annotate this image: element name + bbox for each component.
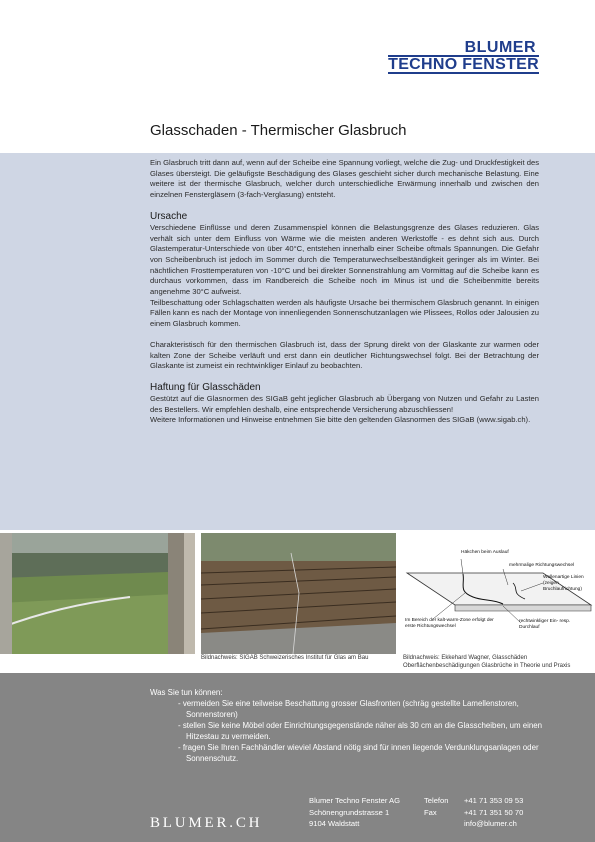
company-city: 9104 Waldstatt	[309, 819, 360, 828]
phone-number: +41 71 353 09 53	[464, 796, 524, 805]
diagram-label-wave: Wellenartige Linien (zeigen Bruchlaufrichtung)	[543, 575, 584, 592]
cause-paragraph-1: Verschiedene Einflüsse und deren Zusammenspiel können die Belastungsgrenze des Glases reduzieren. Glas verhält sich unter dem Einfluss von Wärme wie die meisten anderen Werkstoffe - es dehnt sich aus. Durch Glastemperatur-Unterschiede von über 40°C, entstehen innerhalb einer Scheibe oftmals Spannungen. Die Gefahr von Scheibenbruch ist jedoch im Sommer durch die Temperaturwechselbeständigkeit geringer als im Winter. Bei nächtlichen Frosttemperaturen von -10°C und bei direkter Sonnenstrahlung am Vormittag auf die Scheibe kann es durchaus vorkommen, dass im Randbereich die Scheibe noch im Minus ist und die Scheibenmitte bereits angenehme 30°C aufweist.	[150, 222, 539, 297]
cause-paragraph-3: Charakteristisch für den thermischen Glasbruch ist, dass der Sprung direkt von der Glaskante zur warmen oder kalten Zone der Scheibe verläuft und erst dann ein deutlicher Richtungswechsel folgt. Bei der Betrachtung der Glaskante ist zumeist ein rechtwinkliger Einlauf zu beobachten.	[150, 339, 539, 371]
photo-wooden-deck	[201, 533, 396, 654]
section-heading-liability: Haftung für Glasschäden	[150, 381, 261, 393]
fax-label: Fax	[424, 807, 437, 817]
cause-paragraph-2: Teilbeschattung oder Schlagschatten werden als häufigste Ursache bei thermischem Glasbruch genannt. In einigen Fällen kann es nach der Montage von innenliegenden Sonnenschutzanlagen wie Plissees, Rollos oder Jalousien zu einem Glasbruch kommen.	[150, 297, 539, 329]
company-name: Blumer Techno Fenster AG	[309, 796, 401, 805]
tips-list	[150, 698, 550, 764]
tip-item: - vermeiden Sie eine teilweise Beschattung grosser Glasfronten (schräg gestellte Lamellenstoren, Sonnenstoren)	[178, 699, 519, 719]
article-body	[150, 158, 539, 426]
tips-heading: Was Sie tun können:	[150, 688, 223, 697]
diagram-label-top: Häkchen beim Auslauf	[461, 550, 509, 555]
tip-item: - fragen Sie Ihren Fachhändler wieviel Abstand nötig sind für innen liegende Verdunklungsanlagen oder Sonnenschutz.	[178, 743, 539, 763]
liability-paragraph-2: Weitere Informationen und Hinweise entnehmen Sie bitte den geltenden Glasnormen des SIGaB (www.sigab.ch).	[150, 415, 531, 425]
logo-line-2: TECHNO FENSTER	[388, 56, 539, 73]
diagram-label-zone: Im Bereich der kalt-warm-Zone erfolgt der erste Richtungswechsel	[405, 618, 494, 629]
diagram-label-direction: mehrmalige Richtungswechsel	[509, 563, 575, 568]
fax-number: +41 71 351 50 70	[464, 807, 524, 817]
diagram-label-right-angle: rechtwinkliger Ein- resp. Durchlauf	[519, 619, 571, 630]
tip-item: - stellen Sie keine Möbel oder Einrichtungsgegenstände näher als 30 cm an die Glasscheiben, um einen Hitzestau zu vermeiden.	[178, 721, 543, 741]
photo-lawn-window	[0, 533, 195, 654]
footer-panel	[0, 673, 595, 842]
email-link[interactable]: info@blumer.ch	[464, 819, 517, 828]
phone-label: Telefon	[424, 796, 449, 805]
tips-box	[150, 687, 550, 764]
caption-photo: Bildnachweis: SIGAB Schweizerisches Institut für Glas am Bau	[201, 655, 369, 661]
caption-diagram: Bildnachweis: Ekkehard Wagner, Glasschäden Oberflächenbeschädigungen Glasbrüche in Theorie und Praxis	[403, 655, 571, 669]
brand-wordmark: BLUMER.CH	[150, 815, 263, 831]
liability-paragraph-1: Gestützt auf die Glasnormen des SIGaB geht jeglicher Glasbruch ab Übergang von Nutzen und Gefahr zu Lasten des Bestellers. Wir empfehlen deshalb, eine entsprechende Versicherung abzuschliessen!	[150, 393, 539, 414]
section-heading-cause: Ursache	[150, 210, 188, 222]
logo-line-1: BLUMER	[464, 39, 536, 56]
company-street: Schönengrundstrasse 1	[309, 807, 390, 817]
glass-crack-diagram	[403, 533, 595, 654]
company-logo	[388, 40, 539, 74]
intro-paragraph: Ein Glasbruch tritt dann auf, wenn auf der Scheibe eine Spannung vorliegt, welche die Zug- und Druckfestigkeit des Glases übersteigt. Die geläufigste Beschädigung des Glases geschieht sicher durch mechanische Belastung. Eine weitere ist der thermische Glasbruch, welcher durch unterschiedliche Erwärmung innerhalb und zwischen den einzelnen Fenstergläsern (3-fach-Verglasung) entsteht.	[150, 158, 539, 200]
page-title: Glasschaden - Thermischer Glasbruch	[150, 122, 407, 139]
